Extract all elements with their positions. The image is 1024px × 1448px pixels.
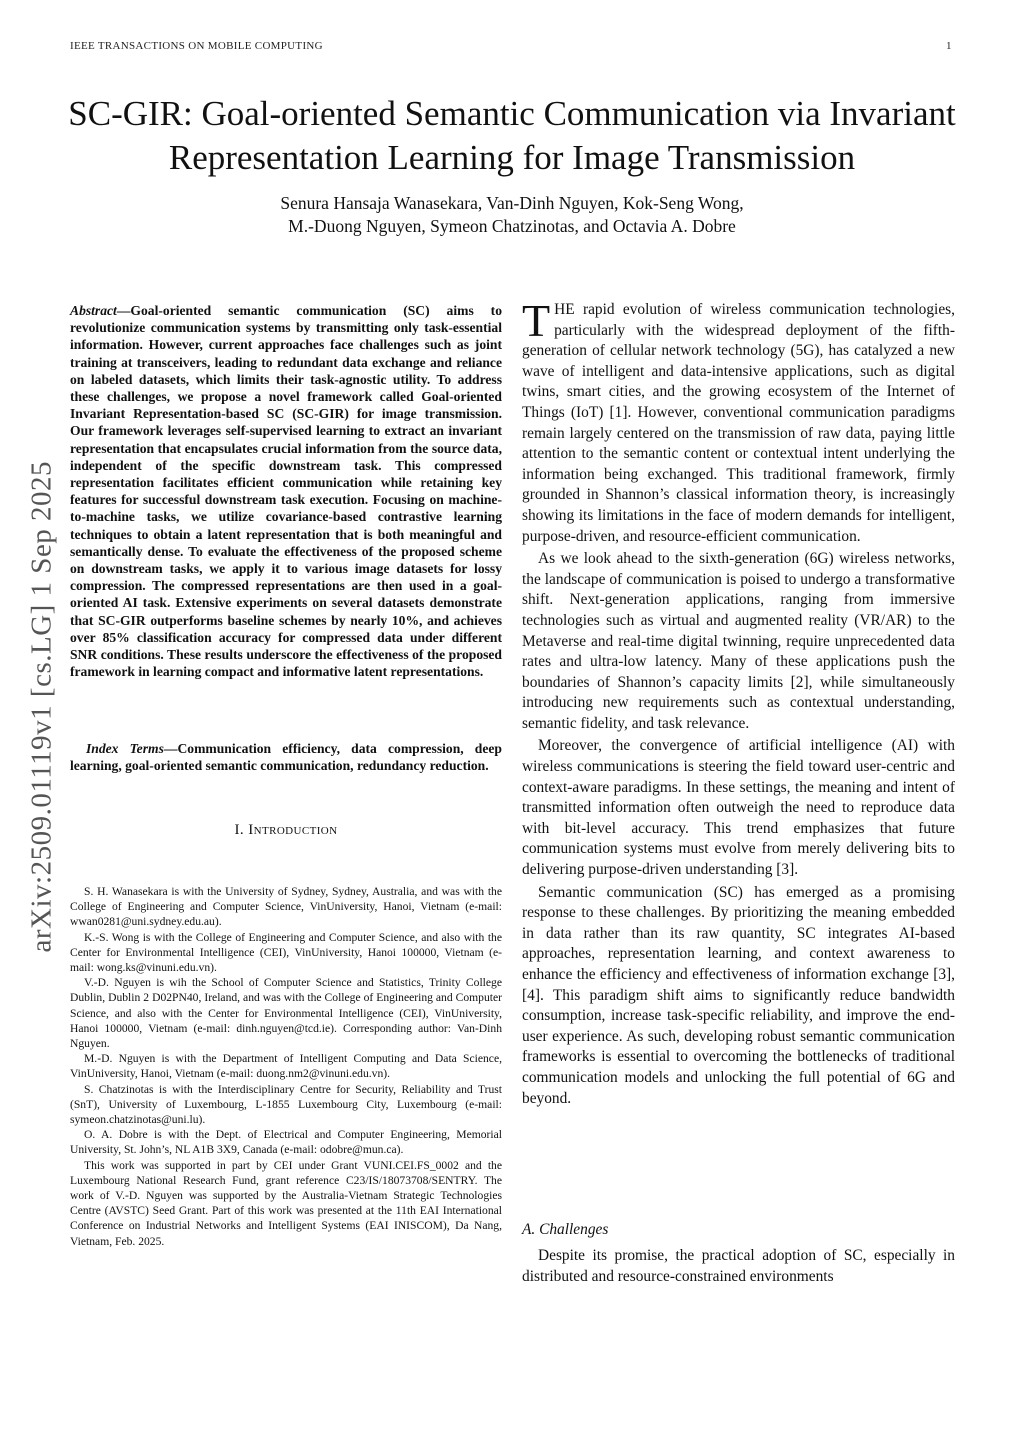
introduction-body (522, 295, 955, 1111)
footnote-funding: This work was supported in part by CEI under Grant VUNI.CEI.FS_0002 and the Luxembourg National Research Fund, grant reference C23/IS/18073708/SENTRY. The work of V.-D. Nguyen was supported by the Australia-Vietnam Strategic Technologies Centre (AVSTC) Seed Grant. Part of this work was presented at the 11th EAI International Conference on Industrial Networks and Intelligent Systems (EAI INISCOM), Da Nang, Vietnam, Feb. 2025. (70, 1158, 502, 1248)
footnote-wong: K.-S. Wong is with the College of Engineering and Computer Science, and also with the Center for Environmental Intelligence (CEI), VinUniversity, Hanoi 100000, Vietnam (e-mail: wong.ks@vinuni.edu.vn). (70, 930, 502, 975)
footnote-md-nguyen: M.-D. Nguyen is with the Department of Intelligent Computing and Data Science, VinUniversity, Hanoi, Vietnam (e-mail: duong.nm2@vinuni.edu.vn). (70, 1052, 502, 1081)
drop-cap: T (522, 295, 551, 346)
authors-line-1: Senura Hansaja Wanasekara, Van-Dinh Nguyen, Kok-Seng Wong, (280, 193, 744, 213)
title-line-2: Representation Learning for Image Transmission (168, 138, 856, 177)
index-terms-label: Index Terms (86, 741, 164, 756)
index-terms (70, 740, 502, 774)
footnote-chatzinotas: S. Chatzinotas is with the Interdisciplinary Centre for Security, Reliability and Trust (SnT), University of Luxembourg, L-1855 Luxembourg City, Luxembourg (e-mail: symeon.chatzinotas@uni.lu). (70, 1082, 502, 1127)
subsection-heading-challenges: A. Challenges (522, 1221, 609, 1238)
paper-title (40, 92, 984, 180)
title-line-1: SC-GIR: Goal-oriented Semantic Communication via Invariant (68, 94, 956, 133)
arxiv-stamp: arXiv:2509.01119v1 [cs.LG] 1 Sep 2025 (25, 460, 58, 953)
footnotes (70, 884, 502, 1249)
authors-line-2: M.-Duong Nguyen, Symeon Chatzinotas, and Octavia A. Dobre (288, 216, 736, 236)
intro-paragraph: Semantic communication (SC) has emerged as a promising response to these challenges. By prioritizing the meaning embedded in data rather than its raw quantity, SC integrates AI-based approaches, representation learning, and context awareness to enhance the efficiency and effectiveness of information exchange [3], [4]. This paradigm shift aims to significantly reduce bandwidth consumption, increase task-specific reliability, and improve the end-user experience. As such, developing robust semantic communication frameworks is essential to overcoming the bottlenecks of traditional communication models and unlocking the full potential of 6G and beyond. (522, 883, 955, 1107)
footnote-vd-nguyen: V.-D. Nguyen is wih the School of Computer Science and Statistics, Trinity College Dublin, Dublin 2 D02PN40, Ireland, and was with the College of Engineering and Computer Science, and also with the Center for Environmental Intelligence (CEI), VinUniversity, Hanoi 100000, Vietnam (e-mail: dinh.nguyen@tcd.ie). Corresponding author: Van-Dinh Nguyen. (70, 976, 502, 1051)
section-title: Introduction (248, 822, 338, 838)
running-header-journal: IEEE TRANSACTIONS ON MOBILE COMPUTING (70, 40, 323, 52)
challenges-paragraph: Despite its promise, the practical adoption of SC, especially in distributed and resource-constrained environments (522, 1247, 955, 1285)
abstract (70, 302, 502, 680)
index-terms-text: —Communication efficiency, data compression, deep learning, goal-oriented semantic communication, redundancy reduction. (70, 741, 502, 774)
abstract-label: Abstract (70, 303, 117, 318)
author-list (100, 192, 924, 238)
intro-paragraph: As we look ahead to the sixth-generation (6G) wireless networks, the landscape of communication is poised to undergo a transformative shift. Next-generation applications, ranging from immersive technologies such as virtual and augmented reality (VR/AR) to the Metaverse and real-time digital twinning, require unprecedented data rates and ultra-low latency. Many of these applications push the boundaries of Shannon’s capacity limits [2], while simultaneously introducing new requirements such as contextual understanding, semantic fidelity, and task relevance. (522, 550, 955, 732)
page-number: 1 (946, 40, 952, 52)
footnote-wanasekara: S. H. Wanasekara is with the University of Sydney, Sydney, Australia, and was with the College of Engineering and Computer Science, VinUniversity, Hanoi, Vietnam (e-mail: wwan0281@uni.sydney.edu.au). (70, 885, 502, 929)
abstract-text: —Goal-oriented semantic communication (SC) aims to revolutionize communication systems by transmitting only task-essential information. However, current approaches face challenges such as joint training at transceivers, leading to redundant data exchange and reliance on labeled datasets, which limits their task-agnostic utility. To address these challenges, we propose a novel framework called Goal-oriented Invariant Representation-based SC (SC-GIR) for image transmission. Our framework leverages self-supervised learning to extract an invariant representation that encapsulates crucial information from the source data, independent of the specific downstream task. This compressed representation facilitates efficient communication while retaining key features for successful downstream task execution. Focusing on machine-to-machine tasks, we utilize covariance-based contrastive learning techniques to obtain a latent representation that is both meaningful and semantically dense. To evaluate the effectiveness of the proposed scheme on downstream tasks, we apply it to various image datasets for lossy compression. The compressed representations are then used in a goal-oriented AI task. Extensive experiments on several datasets demonstrate that SC-GIR outperforms baseline schemes by nearly 10%, and achieves over 85% classification accuracy for compressed data under different SNR conditions. These results underscore the effectiveness of the proposed framework in learning compact and informative latent representations. (70, 303, 502, 680)
section-heading-introduction (70, 822, 502, 839)
intro-paragraph-text: HE rapid evolution of wireless communication technologies, particularly with the widespread deployment of the fifth-generation of cellular network technology (5G), has catalyzed a new wave of intelligent and data-intensive applications, such as digital twins, smart cities, and the growing ecosystem of the Internet of Things (IoT) [1]. However, conventional communication paradigms remain largely centered on the transmission of raw data, paying little attention to the semantic content or contextual intent underlying the information being exchanged. This traditional framework, firmly grounded in Shannon’s classical information theory, is increasingly showing its limitations in the face of modern demands for intelligent, purpose-driven, and resource-efficient communication. (522, 301, 955, 545)
intro-paragraph (522, 295, 955, 547)
intro-paragraph: Moreover, the convergence of artificial intelligence (AI) with wireless communications is steering the field toward user-centric and context-aware paradigms. In these settings, the meaning and intent of transmitted information often outweigh the need to reproduce data with bit-level accuracy. This trend emphasizes that future communication systems must evolve from merely delivering bits to delivering purpose-driven understanding [3]. (522, 737, 955, 879)
footnote-dobre: O. A. Dobre is with the Dept. of Electrical and Computer Engineering, Memorial University, St. John’s, NL A1B 3X9, Canada (e-mail: odobre@mun.ca). (70, 1128, 502, 1157)
section-number: I. (234, 822, 245, 838)
challenges-body (522, 1246, 955, 1289)
